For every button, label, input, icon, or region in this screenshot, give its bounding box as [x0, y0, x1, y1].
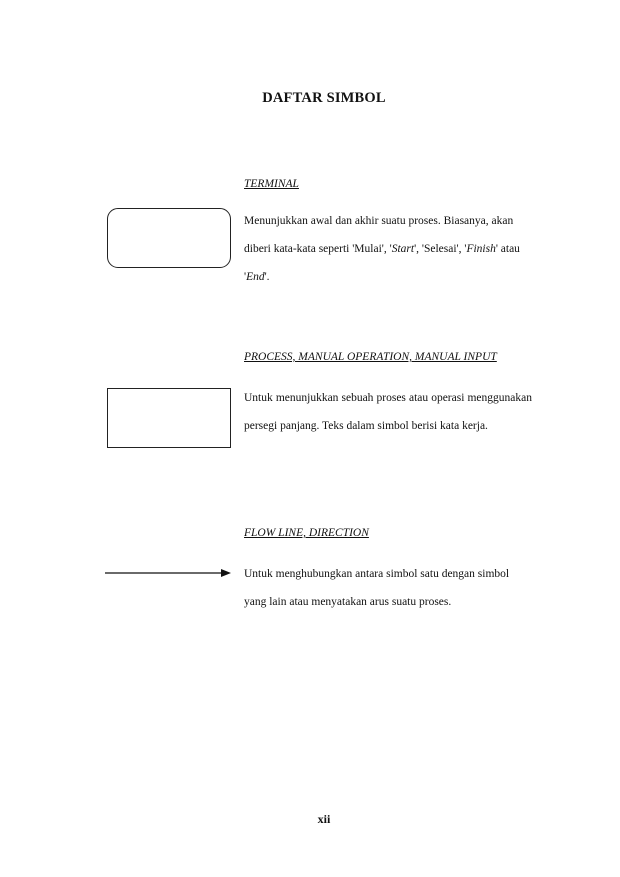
terminal-desc-text-2: ', 'Selesai', ' [414, 243, 467, 255]
terminal-desc-text-3: ' atau ' [244, 243, 520, 283]
process-description: Untuk menunjukkan sebuah proses atau operasi menggunakan persegi panjang. Teks dalam simbol berisi kata kerja. [244, 392, 532, 432]
terminal-desc-finish: Finish [466, 243, 496, 255]
page-title: DAFTAR SIMBOL [262, 90, 386, 106]
terminal-symbol [107, 208, 231, 268]
section-heading-terminal: TERMINAL [244, 178, 299, 190]
terminal-desc-end: End [246, 271, 265, 283]
terminal-desc-text-4: '. [264, 271, 270, 283]
page-number: xii [317, 812, 331, 826]
section-heading-process: PROCESS, MANUAL OPERATION, MANUAL INPUT [244, 351, 497, 363]
process-symbol [107, 388, 231, 448]
flowline-arrow-symbol [105, 567, 231, 579]
section-heading-flowline: FLOW LINE, DIRECTION [244, 527, 369, 539]
terminal-desc-start: Start [391, 243, 415, 255]
terminal-desc-text-1: Menunjukkan awal dan akhir suatu proses. Biasanya, akan diberi kata-kata seperti 'Mulai', ' [244, 215, 514, 255]
flowline-description: Untuk menghubungkan antara simbol satu dengan simbol yang lain atau menyatakan arus suatu proses. [244, 568, 510, 608]
terminal-description [244, 207, 532, 291]
